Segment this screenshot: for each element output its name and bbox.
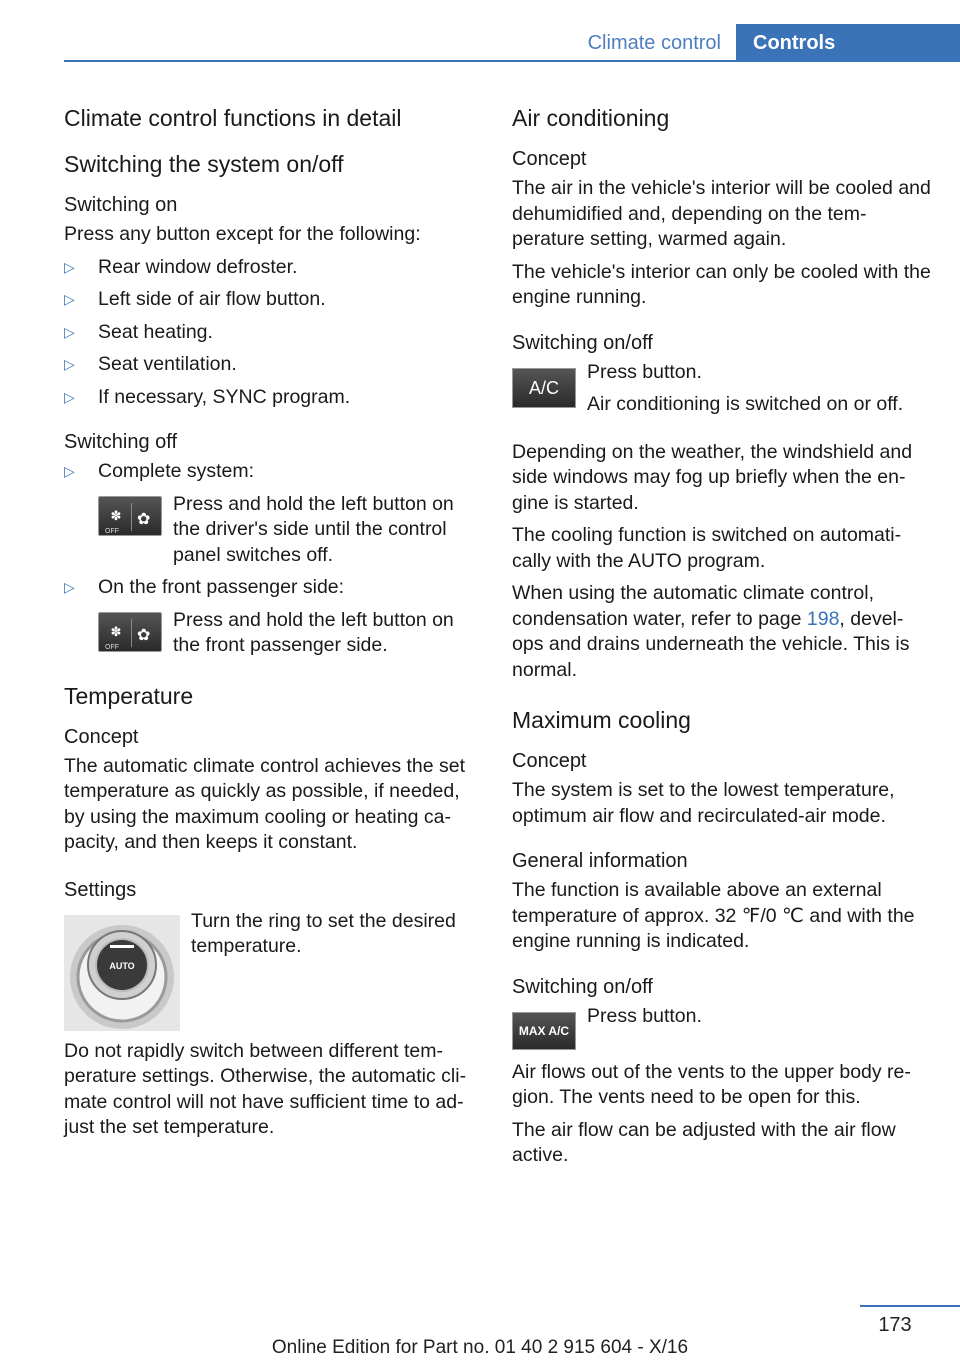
list-item: ▷ Seat ventilation.: [64, 352, 479, 378]
left-column: [64, 96, 479, 1148]
ac-condensation-text: When using the automatic climate control, condensation water, refer to page 198, devel‐ ops and drains underneath the vehicle. This is normal.: [512, 582, 910, 681]
max-general-text: The function is available above an external temperature of approx. 32 ℉/0 ℃ and with the engine running is indicated.: [512, 879, 915, 952]
max-flow-text: Air flows out of the vents to the upper body re‐ gion. The vents need to be open for this.: [512, 1060, 911, 1108]
triangle-bullet-icon: [64, 459, 75, 485]
ac-weather-text: Depending on the weather, the windshield and side windows may fog up briefly when the en‐ gine is started.: [512, 440, 913, 514]
footer-rule: [860, 1305, 960, 1307]
heading-switching-off: Switching off: [64, 431, 178, 453]
ac-concept-p1: The air in the vehicle's interior will be cooled and dehumidified and, depending on the tem‐ perature setting, warmed again.: [512, 177, 931, 250]
ac-button-icon: A/C: [512, 368, 576, 408]
section-title-maximum-cooling: Maximum cooling: [512, 707, 691, 733]
temperature-warning-text: Do not rapidly switch between different tem‐ perature settings. Otherwise, the automatic cli‐ mate control will not have sufficient time to ad‐ just the set temperature.: [64, 1039, 467, 1138]
heading-concept: Concept: [512, 148, 587, 170]
max-ac-button-icon: MAX A/C: [512, 1012, 576, 1050]
ac-press-text: Press button.: [587, 360, 702, 383]
section-title-onoff: Switching the system on/off: [64, 151, 344, 177]
ac-onoff-result: Air conditioning is switched on or off.: [587, 393, 904, 415]
max-concept-text: The system is set to the lowest temperature, optimum air flow and recirculated-air mode.: [512, 779, 895, 827]
triangle-bullet-icon: [64, 575, 75, 601]
heading-max-onoff: Switching on/off: [512, 975, 653, 998]
heading-switching-on: Switching on: [64, 194, 178, 216]
switching-off-list: [64, 459, 479, 659]
list-item: ▷ Left side of air flow button.: [64, 287, 479, 313]
heading-settings: Settings: [64, 878, 137, 901]
switching-on-intro: Press any button except for the following:: [64, 223, 421, 245]
header-chapter-tab: Controls: [736, 24, 960, 62]
list-item: ▷ On the front passenger side: ✽ OFF ✿ Press and hold the left button on the front passenger side.: [64, 575, 479, 659]
triangle-bullet-icon: [64, 385, 75, 411]
section-title-air-conditioning: Air conditioning: [512, 105, 670, 131]
list-item: ▷ Rear window defroster.: [64, 255, 479, 281]
list-item: ▷ Seat heating.: [64, 320, 479, 346]
triangle-bullet-icon: [64, 287, 75, 313]
header-rule: [64, 60, 960, 62]
section-title-functions: Climate control functions in detail: [64, 105, 402, 131]
triangle-bullet-icon: [64, 320, 75, 346]
header-section-title: Climate control: [587, 32, 721, 54]
temperature-concept-text: The automatic climate control achieves the set temperature as quickly as possible, if needed, by using the maximum cooling or heating ca‐ pacity, and then keeps it constant.: [64, 754, 466, 853]
ac-cooling-text: The cooling function is switched on automati‐ cally with the AUTO program.: [512, 524, 902, 572]
heading-general-information: General information: [512, 850, 688, 872]
section-title-temperature: Temperature: [64, 682, 194, 709]
triangle-bullet-icon: [64, 352, 75, 378]
max-press-text: Press button.: [587, 1004, 702, 1027]
switching-on-list: [64, 255, 479, 411]
page-reference-link[interactable]: 198: [806, 607, 840, 630]
footer-edition: Online Edition for Part no. 01 40 2 915 604 - X/16: [271, 1337, 689, 1358]
svg-text:AUTO: AUTO: [109, 960, 135, 971]
triangle-bullet-icon: [64, 255, 75, 281]
heading-concept: Concept: [512, 750, 587, 772]
right-column: [512, 96, 932, 1176]
page-number: 173: [878, 1314, 912, 1336]
temperature-knob-icon: [64, 915, 180, 1031]
heading-concept: Concept: [64, 725, 139, 748]
heading-ac-onoff: Switching on/off: [512, 331, 653, 354]
list-item: ▷ Complete system: ✽ OFF ✿ Press and hold the left button on the driver's side until the control panel switches off.: [64, 459, 479, 568]
list-item: ▷ If necessary, SYNC program.: [64, 385, 479, 411]
fan-off-button-icon: ✽ OFF ✿: [98, 612, 162, 652]
ac-concept-p2: The vehicle's interior can only be cooled with the engine running.: [512, 260, 931, 308]
max-adjust-text: The air flow can be adjusted with the air flow active.: [512, 1118, 896, 1166]
settings-text: Turn the ring to set the desired temperature.: [191, 909, 456, 957]
fan-off-button-icon: ✽ OFF ✿: [98, 496, 162, 536]
